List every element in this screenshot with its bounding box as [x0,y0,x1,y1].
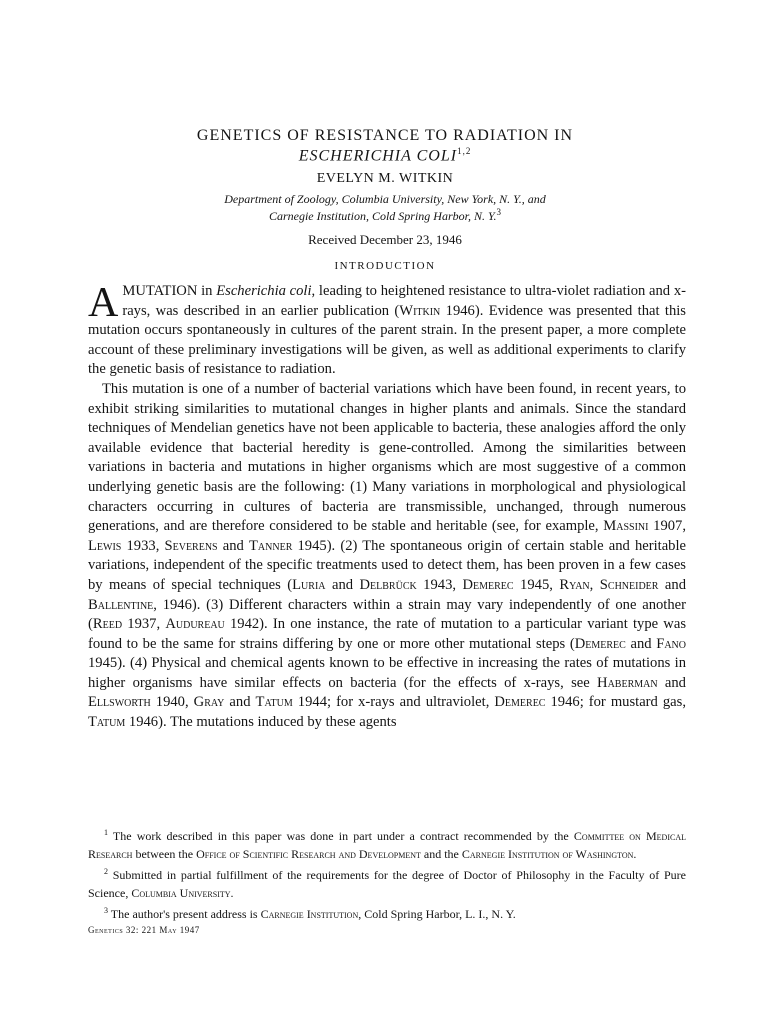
text-run: This mutation is one of a number of bacterial variations which have been found, in recent years, to exhibit striking similarities to mutational changes in higher plants and animals. Since the standard techniques of Mendelian genetics have not been applicable to bacteria, these analogies afford the only available evidence that bacterial heredity is gene-controlled. Among the similarities between variations in bacteria and mutations in higher organisms which are most suggestive of a common underlying genetic basis are the following: (1) Many variations in morphological and physiological characters occurring in cultures of bacteria are transmissible, unchanged, through numerous generations, and are therefore considered to be stable and heritable (see, for example, [88,380,686,535]
footnote-mark: 3 [104,906,108,915]
citation-author: Luria [292,576,326,593]
affiliation-line-2 [0,207,770,224]
text-run: , [589,576,600,593]
footnote-mark: 2 [104,867,108,876]
text-run: , 1946). (3) Different characters within a strain may vary independently of one another ( [88,596,686,633]
text-run: 1944; for x-rays and ultraviolet, [292,694,495,711]
text-run: 1945). (2) The spontaneous origin of certain stable and heritable variations, independent of the specific treatments used to detect them, has been proven in a few cases by means of special techniques ( [88,537,686,593]
text-run: 1940, [150,694,194,711]
text-run: 1945, [513,576,560,593]
citation-author: Witkin [399,302,441,319]
text-run: between the [132,846,197,861]
affiliation-text: Carnegie Institution, Cold Spring Harbor, N. Y. [268,209,497,223]
affiliation-line-1: Department of Zoology, Columbia University, New York, N. Y., and [224,192,546,206]
citation-author: Massini [603,518,649,535]
text-run: and [657,674,686,691]
paragraph-2 [88,380,686,733]
article-title-line-2 [0,146,770,165]
footnotes [88,824,686,924]
text-run: and the [420,846,462,861]
citation-author: Tatum [88,714,126,731]
text-run: and [217,537,249,554]
text-run: . [230,885,234,900]
text-run: 1945). (4) Physical and chemical agents known to be effective in increasing the rates of mutations in higher organisms have similar effects on bacteria (for the effects of x-rays, see [88,655,686,691]
organization-name: Carnegie Institution [260,907,359,921]
article-title-organism: ESCHERICHIA COLI [298,147,458,165]
citation-author: Delbrück [359,576,417,593]
citation-author: Tatum [255,694,293,711]
text-run: Submitted in partial fulfillment of the requirements for the degree of Doctor of Philosophy in the Faculty of Pure Science, [88,868,686,900]
footnote-2 [88,863,686,902]
citation-author: Ballentine [88,596,154,613]
affiliation-footnote-mark: 3 [496,207,502,217]
organism-name: Escherichia coli [216,283,312,299]
article-title-line-1: GENETICS OF RESISTANCE TO RADIATION IN [196,127,574,144]
text-run: The work described in this paper was done in part under a contract recommended by the [108,829,574,843]
citation-author: Gray [193,694,225,711]
footnote-3 [88,902,686,924]
paragraph-1 [88,282,686,380]
citation-author: Ryan [559,576,590,593]
citation-author: Tanner [249,537,293,554]
text-run: 1943, [416,576,463,593]
citation-author: Severens [164,537,218,554]
text-run: The author's present address is [108,907,261,921]
text-run: , leading to heightened resistance to ultra-violet radiation and x-rays, was described in an earlier publication ( [122,283,686,319]
footnote-mark: 1 [104,828,108,837]
text-run: MUTATION in [122,283,217,299]
text-run: 1946). The mutations induced by these agents [125,714,397,731]
running-footer: Genetics 32: 221 May 1947 [88,925,200,935]
text-run: and [625,635,657,652]
citation-author: Demerec [462,576,514,593]
citation-author: Audureau [165,616,225,633]
text-run: 1937, [122,616,166,633]
text-run: . [633,846,637,861]
received-date: Received December 23, 1946 [308,232,462,247]
text-run: and [224,694,256,711]
body-text [88,282,686,733]
section-heading: INTRODUCTION [334,260,436,272]
citation-author: Haberman [597,674,658,691]
citation-author: Lewis [88,537,122,554]
organization-name: Carnegie Institution of Washington [461,846,634,861]
author-name: EVELYN M. WITKIN [316,171,454,186]
text-run: 1933, [121,537,165,554]
text-run: 1946). Evidence was presented that this mutation occurs spontaneously in cultures of the parent strain. In the present paper, a more complete account of these preliminary investigations will be given, as well as additional experiments to clarify the genetic basis of resistance to radiation. [88,302,686,378]
citation-author: Schneider [599,576,659,593]
citation-author: Fano [656,635,686,652]
citation-author: Demerec [574,635,626,652]
citation-author: Ellsworth [88,694,151,711]
text-run: , Cold Spring Harbor, L. I., N. Y. [358,907,516,921]
organization-name: Columbia University [131,885,231,900]
footnote-1 [88,824,686,863]
text-run: and [658,576,686,593]
text-run: 1907, [648,518,687,535]
citation-author: Demerec [494,694,546,711]
drop-cap: A [88,280,119,326]
title-footnote-marks: 1,2 [457,146,472,156]
text-run: and [325,576,360,593]
text-run: 1942). In one instance, the rate of mutation to a particular variant type was found to be the same for strains differing by one or more other mutational steps ( [88,616,687,652]
organization-name: Office of Scientific Research and Development [196,846,421,861]
organization-name: Committee on Medical Research [88,829,686,861]
citation-author: Reed [92,616,123,633]
text-run: 1946; for mustard gas, [545,694,686,711]
